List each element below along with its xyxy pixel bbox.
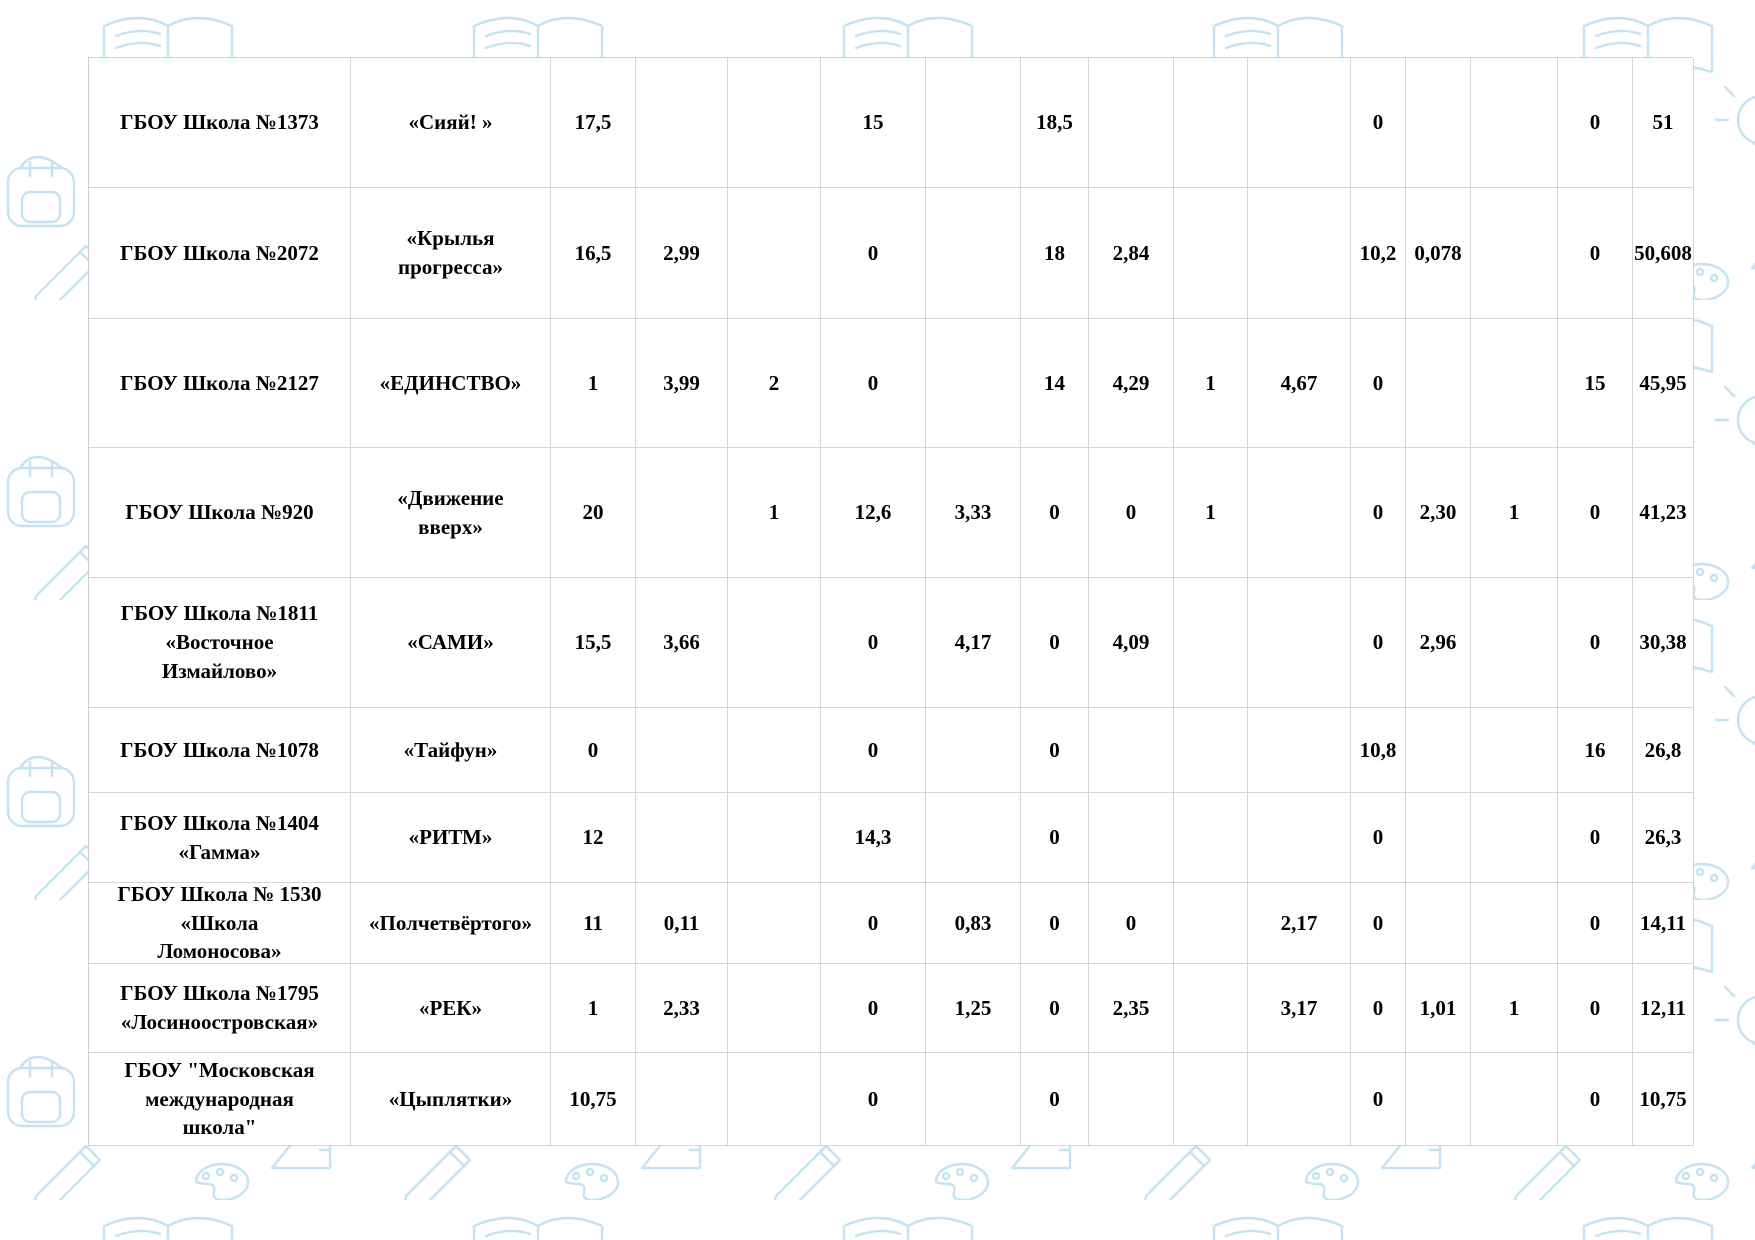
score-cell: 0: [821, 1053, 926, 1146]
score-cell: 18: [1021, 188, 1089, 319]
score-cell: 0: [1021, 448, 1089, 578]
score-cell: 0: [1558, 578, 1633, 708]
score-cell: 10,8: [1351, 708, 1406, 793]
table-row: [89, 319, 1694, 448]
score-cell: 2,96: [1406, 578, 1471, 708]
score-cell: 1: [1471, 448, 1558, 578]
score-cell: [926, 188, 1021, 319]
score-cell: 2,30: [1406, 448, 1471, 578]
score-cell: [926, 1053, 1021, 1146]
score-cell: 3,17: [1248, 964, 1351, 1053]
total-score-cell: 10,75: [1633, 1053, 1694, 1146]
score-cell: [1089, 793, 1174, 883]
score-cell: 0: [1021, 964, 1089, 1053]
table-row: [89, 708, 1694, 793]
score-cell: 20: [551, 448, 636, 578]
score-cell: 15: [1558, 319, 1633, 448]
score-cell: [1174, 793, 1248, 883]
total-score-cell: 26,8: [1633, 708, 1694, 793]
table-row: [89, 58, 1694, 188]
score-cell: 14: [1021, 319, 1089, 448]
score-cell: 0: [1351, 319, 1406, 448]
school-name-cell: ГБОУ Школа № 1530 «Школа Ломоносова»: [89, 883, 351, 964]
score-cell: [1174, 883, 1248, 964]
score-cell: 4,09: [1089, 578, 1174, 708]
score-cell: 0: [1558, 793, 1633, 883]
school-name-cell: ГБОУ Школа №1811 «Восточное Измайлово»: [89, 578, 351, 708]
score-cell: 0,83: [926, 883, 1021, 964]
score-cell: [1174, 708, 1248, 793]
score-cell: [1471, 883, 1558, 964]
score-cell: 0: [1089, 448, 1174, 578]
score-cell: [1406, 319, 1471, 448]
score-cell: 15: [821, 58, 926, 188]
score-cell: 17,5: [551, 58, 636, 188]
team-name-cell: «РИТМ»: [351, 793, 551, 883]
score-cell: [1406, 793, 1471, 883]
score-cell: 0: [1089, 883, 1174, 964]
score-cell: 0: [1021, 578, 1089, 708]
score-cell: 0: [1558, 448, 1633, 578]
table-row: [89, 964, 1694, 1053]
score-cell: [1248, 58, 1351, 188]
score-cell: [1406, 58, 1471, 188]
score-cell: 0: [1351, 964, 1406, 1053]
score-cell: 0: [1351, 448, 1406, 578]
score-cell: 0: [1351, 883, 1406, 964]
team-name-cell: «Тайфун»: [351, 708, 551, 793]
score-cell: [636, 58, 728, 188]
score-cell: [926, 319, 1021, 448]
score-cell: [1089, 58, 1174, 188]
score-cell: 1,01: [1406, 964, 1471, 1053]
score-cell: [1471, 188, 1558, 319]
score-cell: [728, 964, 821, 1053]
score-cell: [1174, 578, 1248, 708]
score-cell: 0: [1351, 578, 1406, 708]
team-name-cell: «САМИ»: [351, 578, 551, 708]
score-cell: 18,5: [1021, 58, 1089, 188]
score-cell: [1174, 1053, 1248, 1146]
score-cell: 2,35: [1089, 964, 1174, 1053]
score-cell: [926, 793, 1021, 883]
school-name-cell: ГБОУ "Московская международная школа": [89, 1053, 351, 1146]
score-cell: 1: [1174, 448, 1248, 578]
score-cell: 0: [821, 319, 926, 448]
total-score-cell: 30,38: [1633, 578, 1694, 708]
score-cell: 16,5: [551, 188, 636, 319]
score-cell: [636, 793, 728, 883]
total-score-cell: 12,11: [1633, 964, 1694, 1053]
score-cell: 0: [1558, 964, 1633, 1053]
score-cell: [1089, 708, 1174, 793]
table-row: [89, 448, 1694, 578]
school-name-cell: ГБОУ Школа №1373: [89, 58, 351, 188]
team-name-cell: «Цыплятки»: [351, 1053, 551, 1146]
score-cell: 0,078: [1406, 188, 1471, 319]
score-cell: [728, 883, 821, 964]
team-name-cell: «Сияй! »: [351, 58, 551, 188]
score-cell: [728, 188, 821, 319]
score-cell: 0,11: [636, 883, 728, 964]
score-cell: [1089, 1053, 1174, 1146]
total-score-cell: 45,95: [1633, 319, 1694, 448]
score-cell: [1471, 578, 1558, 708]
score-cell: 0: [1021, 1053, 1089, 1146]
score-cell: 1: [551, 319, 636, 448]
score-cell: 2,33: [636, 964, 728, 1053]
score-cell: [728, 58, 821, 188]
score-cell: 2: [728, 319, 821, 448]
score-cell: 2,99: [636, 188, 728, 319]
score-cell: [728, 578, 821, 708]
score-cell: 0: [1021, 793, 1089, 883]
score-cell: [1471, 708, 1558, 793]
team-name-cell: «Движение вверх»: [351, 448, 551, 578]
score-cell: 12: [551, 793, 636, 883]
score-cell: [1248, 448, 1351, 578]
score-cell: [926, 58, 1021, 188]
score-cell: 4,67: [1248, 319, 1351, 448]
score-cell: [728, 793, 821, 883]
score-cell: 1: [551, 964, 636, 1053]
score-cell: [1471, 58, 1558, 188]
score-cell: 0: [1558, 883, 1633, 964]
school-name-cell: ГБОУ Школа №2127: [89, 319, 351, 448]
score-cell: [636, 1053, 728, 1146]
total-score-cell: 26,3: [1633, 793, 1694, 883]
score-cell: 14,3: [821, 793, 926, 883]
score-cell: [1174, 964, 1248, 1053]
table-row: [89, 1053, 1694, 1146]
team-name-cell: «Крылья прогресса»: [351, 188, 551, 319]
score-cell: [1406, 883, 1471, 964]
school-name-cell: ГБОУ Школа №1078: [89, 708, 351, 793]
score-cell: [1471, 319, 1558, 448]
team-name-cell: «ЕДИНСТВО»: [351, 319, 551, 448]
school-name-cell: ГБОУ Школа №2072: [89, 188, 351, 319]
score-cell: 0: [821, 578, 926, 708]
total-score-cell: 51: [1633, 58, 1694, 188]
score-cell: 3,99: [636, 319, 728, 448]
score-cell: 0: [1558, 188, 1633, 319]
score-cell: 3,66: [636, 578, 728, 708]
table-row: [89, 188, 1694, 319]
score-cell: 0: [1021, 708, 1089, 793]
score-cell: 10,75: [551, 1053, 636, 1146]
score-cell: 0: [1351, 58, 1406, 188]
score-cell: [1248, 578, 1351, 708]
total-score-cell: 41,23: [1633, 448, 1694, 578]
score-cell: [1471, 793, 1558, 883]
school-name-cell: ГБОУ Школа №1404 «Гамма»: [89, 793, 351, 883]
score-cell: 12,6: [821, 448, 926, 578]
score-cell: 0: [821, 883, 926, 964]
score-cell: [636, 448, 728, 578]
score-cell: 2,17: [1248, 883, 1351, 964]
team-name-cell: «Полчетвёртого»: [351, 883, 551, 964]
score-cell: [1248, 708, 1351, 793]
score-cell: [1471, 1053, 1558, 1146]
team-name-cell: «РЕК»: [351, 964, 551, 1053]
score-cell: 0: [821, 964, 926, 1053]
results-table: [88, 57, 1693, 1146]
score-cell: [1406, 708, 1471, 793]
score-cell: 16: [1558, 708, 1633, 793]
score-cell: 0: [1351, 1053, 1406, 1146]
score-cell: 1: [1471, 964, 1558, 1053]
score-cell: 1,25: [926, 964, 1021, 1053]
score-cell: [1248, 188, 1351, 319]
score-cell: [926, 708, 1021, 793]
score-cell: 4,29: [1089, 319, 1174, 448]
score-cell: 0: [1351, 793, 1406, 883]
score-cell: [1248, 1053, 1351, 1146]
score-cell: 0: [1558, 1053, 1633, 1146]
score-cell: [1248, 793, 1351, 883]
score-cell: 0: [1558, 58, 1633, 188]
score-cell: 0: [1021, 883, 1089, 964]
score-cell: 0: [551, 708, 636, 793]
total-score-cell: 14,11: [1633, 883, 1694, 964]
score-cell: [1406, 1053, 1471, 1146]
score-cell: [1174, 58, 1248, 188]
score-cell: 3,33: [926, 448, 1021, 578]
score-cell: 15,5: [551, 578, 636, 708]
score-cell: 1: [728, 448, 821, 578]
school-name-cell: ГБОУ Школа №1795 «Лосиноостровская»: [89, 964, 351, 1053]
score-cell: [728, 1053, 821, 1146]
table-row: [89, 883, 1694, 964]
score-cell: 1: [1174, 319, 1248, 448]
score-cell: 4,17: [926, 578, 1021, 708]
total-score-cell: 50,608: [1633, 188, 1694, 319]
score-cell: 11: [551, 883, 636, 964]
score-cell: 0: [821, 188, 926, 319]
score-cell: 10,2: [1351, 188, 1406, 319]
score-cell: [728, 708, 821, 793]
table-row: [89, 578, 1694, 708]
score-cell: [636, 708, 728, 793]
table-row: [89, 793, 1694, 883]
school-name-cell: ГБОУ Школа №920: [89, 448, 351, 578]
score-cell: [1174, 188, 1248, 319]
score-cell: 0: [821, 708, 926, 793]
score-cell: 2,84: [1089, 188, 1174, 319]
